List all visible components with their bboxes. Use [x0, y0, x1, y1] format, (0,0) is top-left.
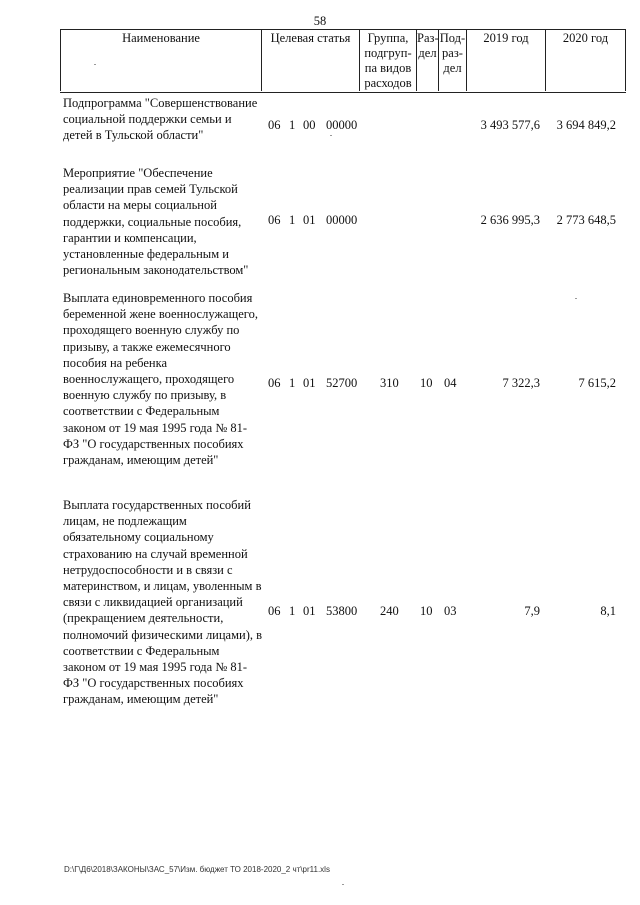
code-subprogram: 1	[289, 118, 296, 132]
page-number: 58	[313, 14, 327, 28]
header-target-article: Целевая статья	[270, 31, 351, 45]
row-name: Выплата государственных пособий лицам, не подлежащим обязательному социальному страхованию на случай временной нетрудоспособности и в связи с материнством, и лицам, уволенным в связи с ликвидацией организаций (прекращением деятельности, полномочий физическими лицами), в соответствии с Федеральным законом от 19 мая 1995 года № 81-ФЗ "О государственных пособиях гражданам, имеющим детей"	[63, 498, 263, 707]
subsection-code: 04	[444, 376, 457, 390]
value-2020: 2 773 648,5	[556, 213, 616, 227]
file-path-footer: D:\Г\Д6\2018\ЗАКОНЫ\ЗАС_57\Изм. бюджет ТО 2018-2020_2 чт\pr11.xls	[64, 865, 330, 874]
scan-speck	[575, 298, 577, 299]
group-code: 240	[380, 604, 399, 618]
code-direction: 00000	[326, 213, 358, 227]
header-name: Наименование	[122, 31, 200, 45]
code-direction: 53800	[326, 604, 358, 618]
code-program: 06	[268, 604, 281, 618]
code-measure: 01	[303, 213, 316, 227]
code-measure: 01	[303, 604, 316, 618]
header-year-2019: 2019 год	[483, 31, 529, 45]
code-program: 06	[268, 118, 281, 132]
code-program: 06	[268, 376, 281, 390]
header-year-2020: 2020 год	[562, 31, 609, 45]
scan-speck	[330, 135, 332, 136]
value-2020: 7 615,2	[578, 376, 616, 390]
code-measure: 01	[303, 376, 316, 390]
scan-speck	[94, 64, 96, 65]
row-name: Мероприятие "Обеспечение реализации прав семей Тульской области на меры социальной поддержки, социальные пособия, гарантии и компенсации, установленные федеральным и региональным законодательством"	[63, 166, 249, 278]
code-direction: 52700	[326, 376, 358, 390]
value-2019: 7,9	[524, 604, 540, 618]
header-divider	[625, 29, 626, 91]
code-program: 06	[268, 213, 281, 227]
subsection-code: 03	[444, 604, 457, 618]
group-code: 310	[380, 376, 399, 390]
value-2020: 3 694 849,2	[556, 118, 616, 132]
code-subprogram: 1	[289, 604, 296, 618]
value-2019: 3 493 577,6	[480, 118, 540, 132]
section-code: 10	[420, 604, 433, 618]
section-code: 10	[420, 376, 433, 390]
value-2019: 7 322,3	[502, 376, 540, 390]
scan-speck	[342, 884, 344, 885]
code-subprogram: 1	[289, 213, 296, 227]
header-subsection: Под- раз- дел	[439, 31, 466, 75]
header-section: Раз- дел	[417, 31, 439, 60]
row-name: Подпрограмма "Совершенствование социальной поддержки семьи и детей в Тульской области"	[63, 96, 258, 143]
code-measure: 00	[303, 118, 316, 132]
value-2020: 8,1	[600, 604, 616, 618]
row-name: Выплата единовременного пособия беременной жене военнослужащего, проходящего военную службу по призыву, а также ежемесячного пособия на ребенка военнослужащего, проходящего военную службу по призыву, в соответствии с Федеральным законом от 19 мая 1995 года № 81-ФЗ "О государственных пособиях гражданам, имеющим детей"	[63, 291, 258, 468]
code-subprogram: 1	[289, 376, 296, 390]
header-group: Группа, подгруп- па видов расходов	[364, 31, 412, 90]
value-2019: 2 636 995,3	[480, 213, 540, 227]
code-direction: 00000	[326, 118, 358, 132]
